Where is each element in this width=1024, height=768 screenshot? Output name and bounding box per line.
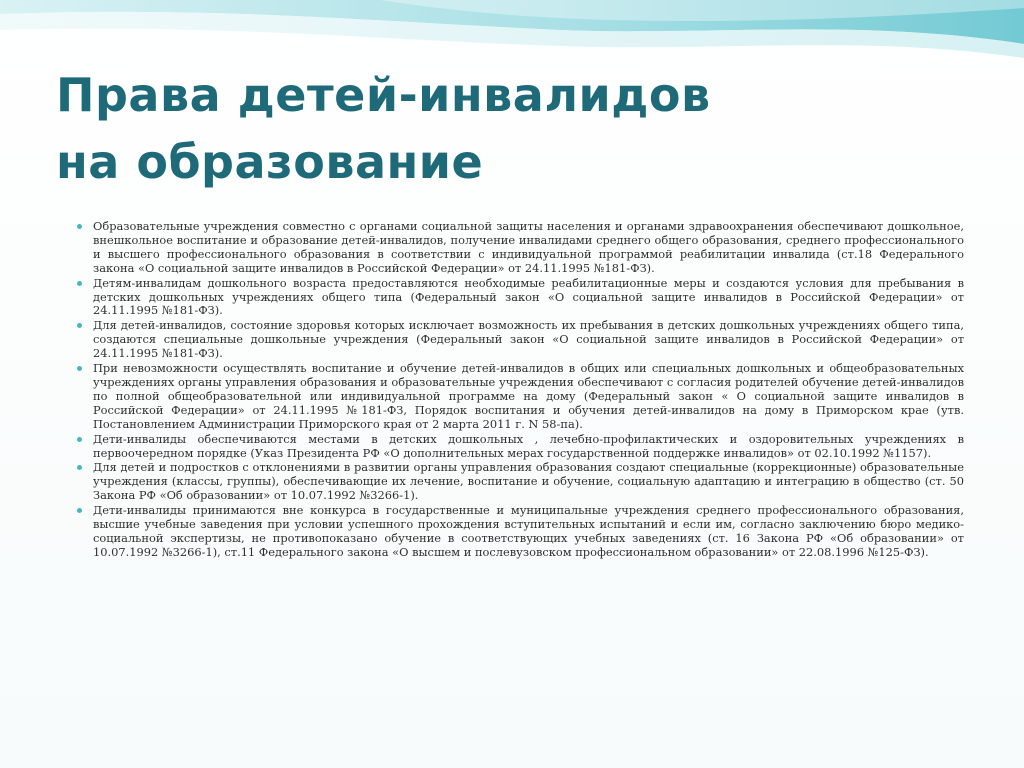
list-item-text: Дети-инвалиды принимаются вне конкурса в государственные и муниципальные учреждения среднего профессионального образования, высшие учебные заведения при условии успешного прохождения вступительных испытаний и если им, согласно заключению бюро медико-социальной экспертизы, не противопоказано обучение в соответствующих учебных заведениях (ст. 16 Закона РФ «Об образовании» от 10.07.1992 №3266-1), ст.11 Федерального закона «О высшем и послевузовском профессиональном образовании» от 22.08.1996 №125-ФЗ).	[93, 503, 964, 559]
list-item-text: Для детей-инвалидов, состояние здоровья которых исключает возможность их пребывания в детских дошкольных учреждениях общего типа, создаются специальные дошкольные учреждения (Федеральный закон «О социальной защите инвалидов в Российской Федерации» от 24.11.1995 №181-ФЗ).	[93, 318, 964, 361]
title-line-1: Права детей-инвалидов	[56, 68, 711, 122]
bullet-list	[80, 220, 964, 561]
bullet-dot-icon	[77, 508, 82, 513]
list-item	[80, 433, 964, 461]
list-item-text: Дети-инвалиды обеспечиваются местами в детских дошкольных , лечебно-профилактических и оздоровительных учреждениях в первоочередном порядке (Указ Президента РФ «О дополнительных мерах государственной поддержке инвалидов» от 02.10.1992 №1157).	[93, 431, 964, 460]
bullet-dot-icon	[77, 224, 82, 229]
bullet-dot-icon	[77, 366, 82, 371]
page-title	[56, 62, 956, 195]
list-item	[80, 220, 964, 276]
list-item	[80, 362, 964, 432]
list-item	[80, 319, 964, 361]
bullet-dot-icon	[77, 323, 82, 328]
list-item	[80, 504, 964, 560]
title-line-2: на образование	[56, 134, 484, 189]
bullet-dot-icon	[77, 437, 82, 442]
bullet-dot-icon	[77, 465, 82, 470]
list-item	[80, 461, 964, 503]
list-item-text: Детям-инвалидам дошкольного возраста предоставляются необходимые реабилитационные меры и создаются условия для пребывания в детских дошкольных учреждениях общего типа (Федеральный закон «О социальной защите инвалидов в Российской Федерации» от 24.11.1995 №181-ФЗ).	[93, 275, 964, 318]
list-item-text: При невозможности осуществлять воспитание и обучение детей-инвалидов в общих или специальных дошкольных и общеобразовательных учреждениях органы управления образования и образовательные учреждения обеспечивают с согласия родителей обучение детей-инвалидов по полной общеобразовательной или индивидуальной программе на дому (Федеральный закон « О социальной защите инвалидов в Российской Федерации» от 24.11.1995 №181-ФЗ, Порядок воспитания и обучения детей-инвалидов на дому в Приморском крае (утв. Постановлением Администрации Приморского края от 2 марта 2011 г. N 58-па).	[93, 361, 964, 431]
list-item-text: Образовательные учреждения совместно с органами социальной защиты населения и органами здравоохранения обеспечивают дошкольное, внешкольное воспитание и образование детей-инвалидов, получение инвалидами среднего общего образования, среднего профессионального и высшего профессионального образования в соответствии с индивидуальной программой реабилитации инвалида (ст.18 Федерального закона «О социальной защите инвалидов в Российской Федерации» от 24.11.1995 №181-ФЗ).	[93, 219, 964, 275]
list-item-text: Для детей и подростков с отклонениями в развитии органы управления образования создают специальные (коррекционные) образовательные учреждения (классы, группы), обеспечивающие их лечение, воспитание и обучение, социальную адаптацию и интеграцию в общество (ст. 50 Закона РФ «Об образовании» от 10.07.1992 №3266-1).	[93, 460, 964, 503]
bullet-dot-icon	[77, 281, 82, 286]
list-item	[80, 277, 964, 319]
